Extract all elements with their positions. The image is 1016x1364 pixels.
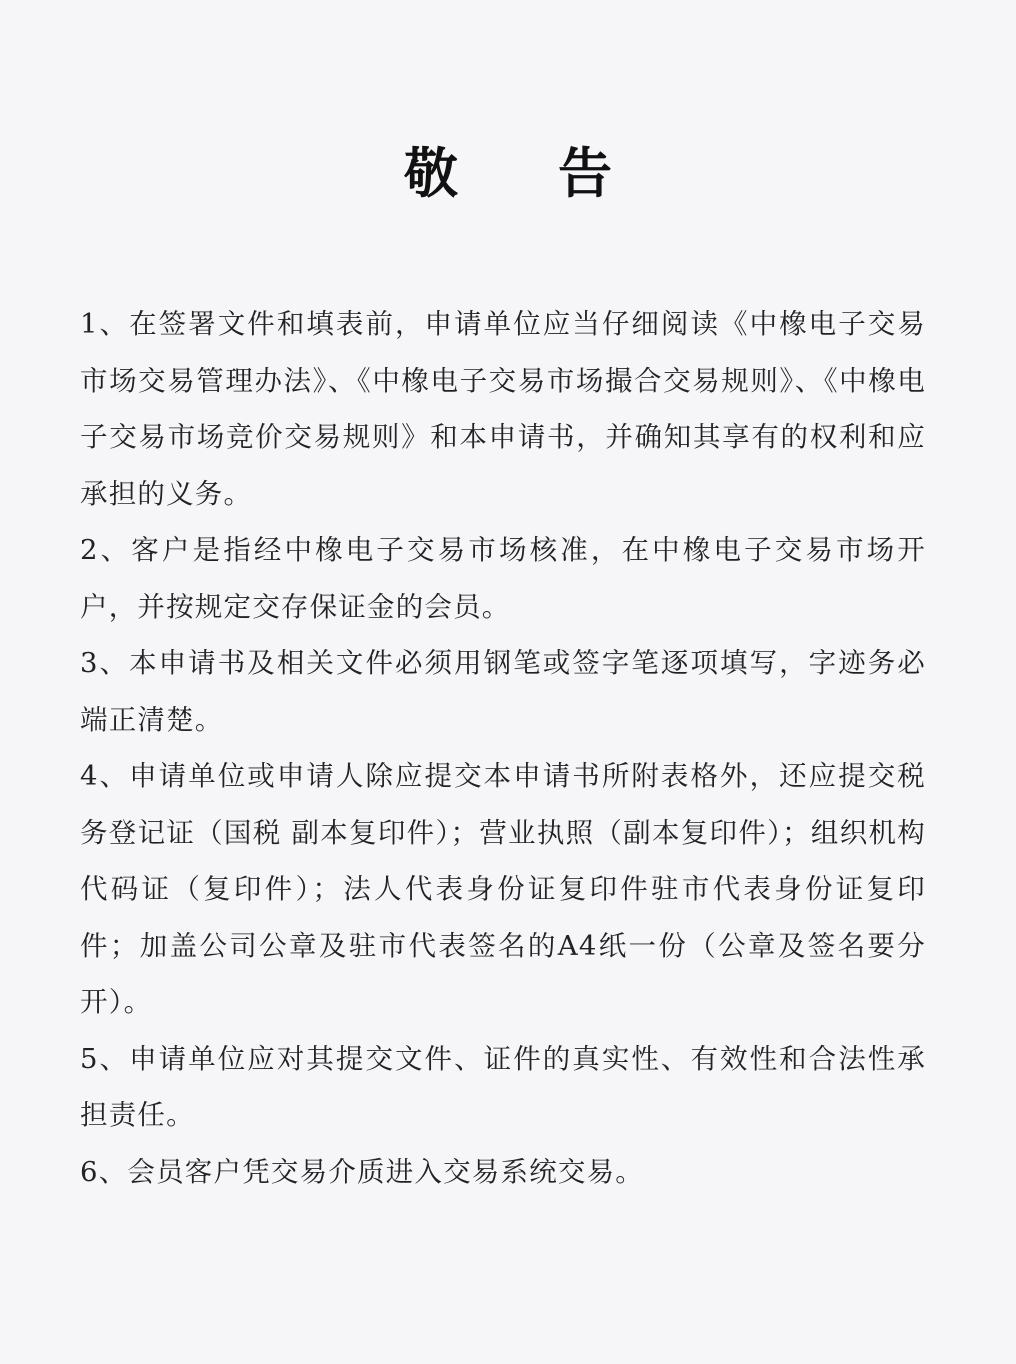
notice-item-4: 4、申请单位或申请人除应提交本申请书所附表格外，还应提交税务登记证（国税 副本复印件）；营业执照（副本复印件）；组织机构代码证（复印件）；法人代表身份证复印件驻市代表身份证复印件；加盖公司公章及驻市代表签名的A4纸一份（公章及签名要分开）。: [80, 760, 926, 1018]
page-title: 敬告: [404, 142, 712, 205]
notice-item-6: 6、会员客户凭交易介质进入交易系统交易。: [80, 1155, 644, 1188]
notice-item-3: 3、本申请书及相关文件必须用钢笔或签字笔逐项填写，字迹务必端正清楚。: [80, 647, 926, 736]
notice-body: [80, 296, 926, 1200]
notice-item-2: 2、客户是指经中橡电子交易市场核准，在中橡电子交易市场开户，并按规定交存保证金的会员。: [80, 534, 926, 623]
notice-item-1: 1、在签署文件和填表前，申请单位应当仔细阅读《中橡电子交易市场交易管理办法》、《中橡电子交易市场撮合交易规则》、《中橡电子交易市场竞价交易规则》和本申请书，并确知其享有的权利和应承担的义务。: [80, 308, 926, 510]
notice-item-5: 5、申请单位应对其提交文件、证件的真实性、有效性和合法性承担责任。: [80, 1042, 926, 1131]
